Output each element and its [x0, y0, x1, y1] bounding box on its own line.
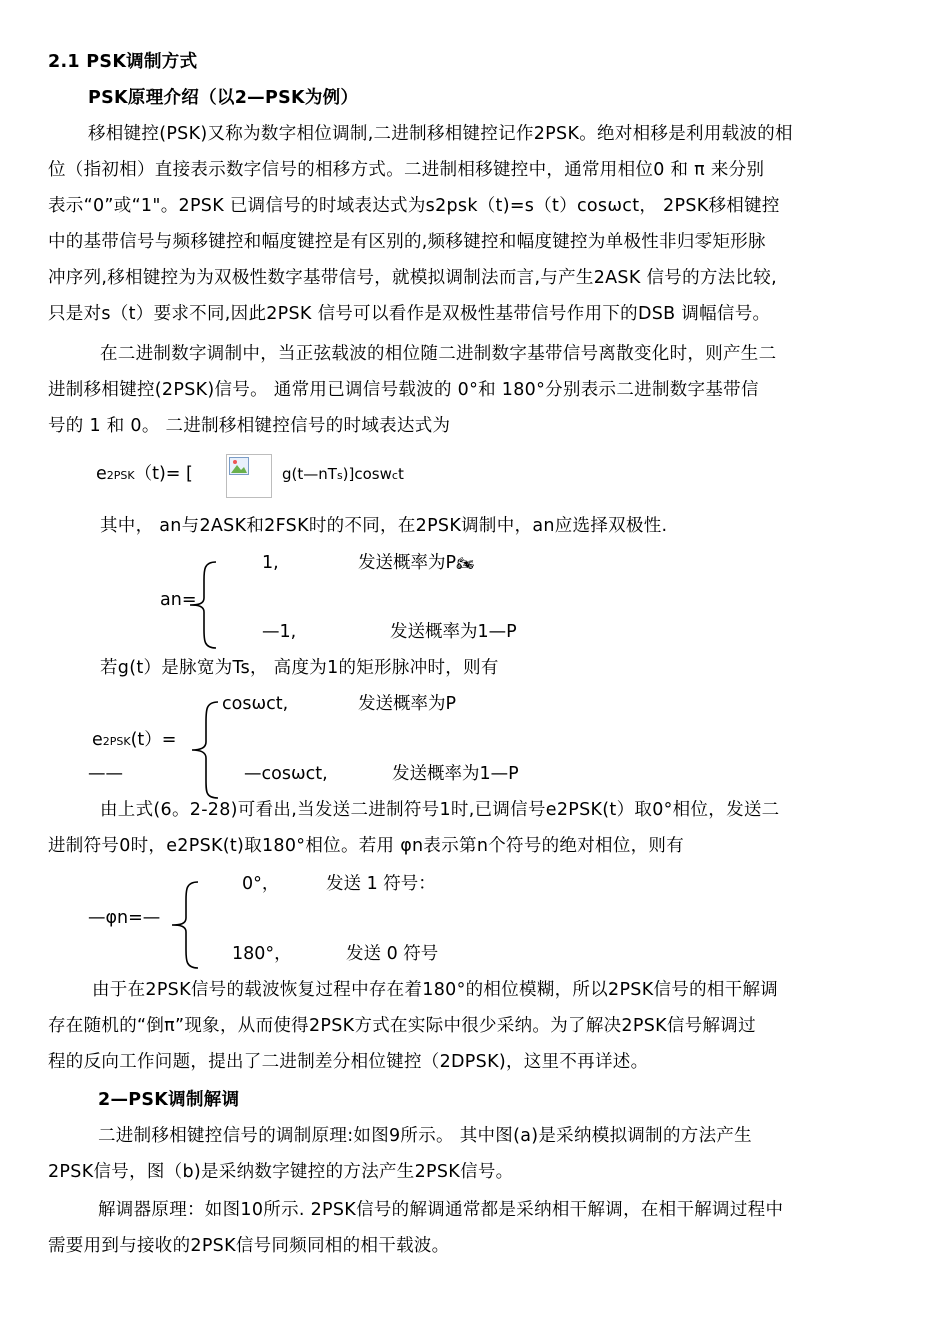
para5-line2: 2PSK信号，图（b)是采纳数字键控的方法产生2PSK信号。 — [48, 1162, 514, 1182]
image-placeholder-icon — [229, 457, 249, 475]
motorcycle-icon: 🏍 — [456, 556, 474, 572]
para4-line2: 存在随机的“倒π”现象，从而使得2PSK方式在实际中很少采纳。为了解决2PSK信号解调过 — [48, 1016, 756, 1036]
equation-e2psk-lhs: e2PSK（t)= [ — [96, 464, 193, 484]
left-brace-an — [186, 560, 220, 650]
e2psk-def-lhs: e2PSK(t）= — [92, 730, 177, 750]
an-case1-condition: 发送概率为P🏍 — [358, 553, 474, 573]
para4-line3: 程的反向工作问题，提出了二进制差分相位键控（2DPSK)，这里不再详述。 — [48, 1052, 649, 1072]
para6-line2: 需要用到与接收的2PSK信号同频同相的相干载波。 — [48, 1236, 450, 1256]
e2psk-def-dash: —— — [88, 764, 123, 784]
para3-line2: 进制符号0时，e2PSK(t)取180°相位。若用 φn表示第n个符号的绝对相位，则有 — [48, 836, 685, 856]
note-an-bipolar: 其中， an与2ASK和2FSK时的不同，在2PSK调制中，an应选择双极性. — [100, 516, 668, 536]
e2psk-case1-condition: 发送概率为P — [358, 694, 457, 714]
para1-line5: 冲序列,移相键控为为双极性数字基带信号，就模拟调制法而言,与产生2ASK 信号的方法比较, — [48, 268, 777, 288]
para2-line1: 在二进制数字调制中，当正弦载波的相位随二进制数字基带信号离散变化时，则产生二 — [100, 344, 777, 364]
para1-line3: 表示“0”或“1"。2PSK 已调信号的时域表达式为s2psk（t)=s（t）cosωct， 2PSK移相键控 — [48, 196, 780, 216]
e2psk-case2-value: —cosωct, — [244, 764, 328, 784]
para3-line1: 由上式(6。2-28)可看出,当发送二进制符号1时,已调信号e2PSK(t）取0°相位，发送二 — [100, 800, 780, 820]
equation-e2psk-rhs: g(t—nTs)]coswct — [282, 465, 404, 483]
an-case2-value: —1, — [262, 622, 297, 642]
an-lhs: an= — [160, 590, 197, 610]
broken-image-icon — [226, 454, 272, 498]
subheading-2psk-mod-demod: 2—PSK调制解调 — [98, 1090, 240, 1110]
para2-line2: 进制移相键控(2PSK)信号。 通常用已调信号载波的 0°和 180°分别表示二进制数字基带信 — [48, 380, 759, 400]
para6-line1: 解调器原理：如图10所示. 2PSK信号的解调通常都是采纳相干解调，在相干解调过程中 — [98, 1200, 784, 1220]
para4-line1: 由于在2PSK信号的载波恢复过程中存在着180°的相位模糊，所以2PSK信号的相干解调 — [92, 980, 779, 1000]
an-case2-condition: 发送概率为1—P — [390, 622, 517, 642]
phi-case2-condition: 发送 0 符号 — [346, 944, 439, 964]
para5-line1: 二进制移相键控信号的调制原理:如图9所示。 其中图(a)是采纳模拟调制的方法产生 — [98, 1126, 752, 1146]
left-brace-e2psk — [188, 700, 222, 800]
note-g-rect-pulse: 若g(t）是脉宽为Ts， 高度为1的矩形脉冲时，则有 — [100, 658, 499, 678]
phi-case1-value: 0°， — [242, 874, 280, 894]
para1-line1: 移相键控(PSK)又称为数字相位调制,二进制移相键控记作2PSK。绝对相移是利用载波的相 — [88, 124, 793, 144]
e2psk-case2-condition: 发送概率为1—P — [392, 764, 519, 784]
subheading-psk-principle: PSK原理介绍（以2—PSK为例） — [88, 88, 359, 108]
para1-line2: 位（指初相）直接表示数字信号的相移方式。二进制相移键控中，通常用相位0 和 π 来分别 — [48, 160, 765, 180]
phi-case1-condition: 发送 1 符号： — [326, 874, 436, 894]
phi-lhs: —φn=— — [88, 908, 161, 928]
para2-line3: 号的 1 和 0。 二进制移相键控信号的时域表达式为 — [48, 416, 451, 436]
para1-line6: 只是对s（t）要求不同,因此2PSK 信号可以看作是双极性基带信号作用下的DSB 调幅信号。 — [48, 304, 771, 324]
phi-case2-value: 180°， — [232, 944, 292, 964]
e2psk-case1-value: cosωct, — [222, 694, 289, 714]
para1-line4: 中的基带信号与频移键控和幅度键控是有区别的,频移键控和幅度键控为单极性非归零矩形脉 — [48, 232, 766, 252]
left-brace-phi — [168, 880, 202, 970]
section-heading: 2.1 PSK调制方式 — [48, 52, 198, 72]
an-case1-value: 1, — [262, 553, 279, 573]
